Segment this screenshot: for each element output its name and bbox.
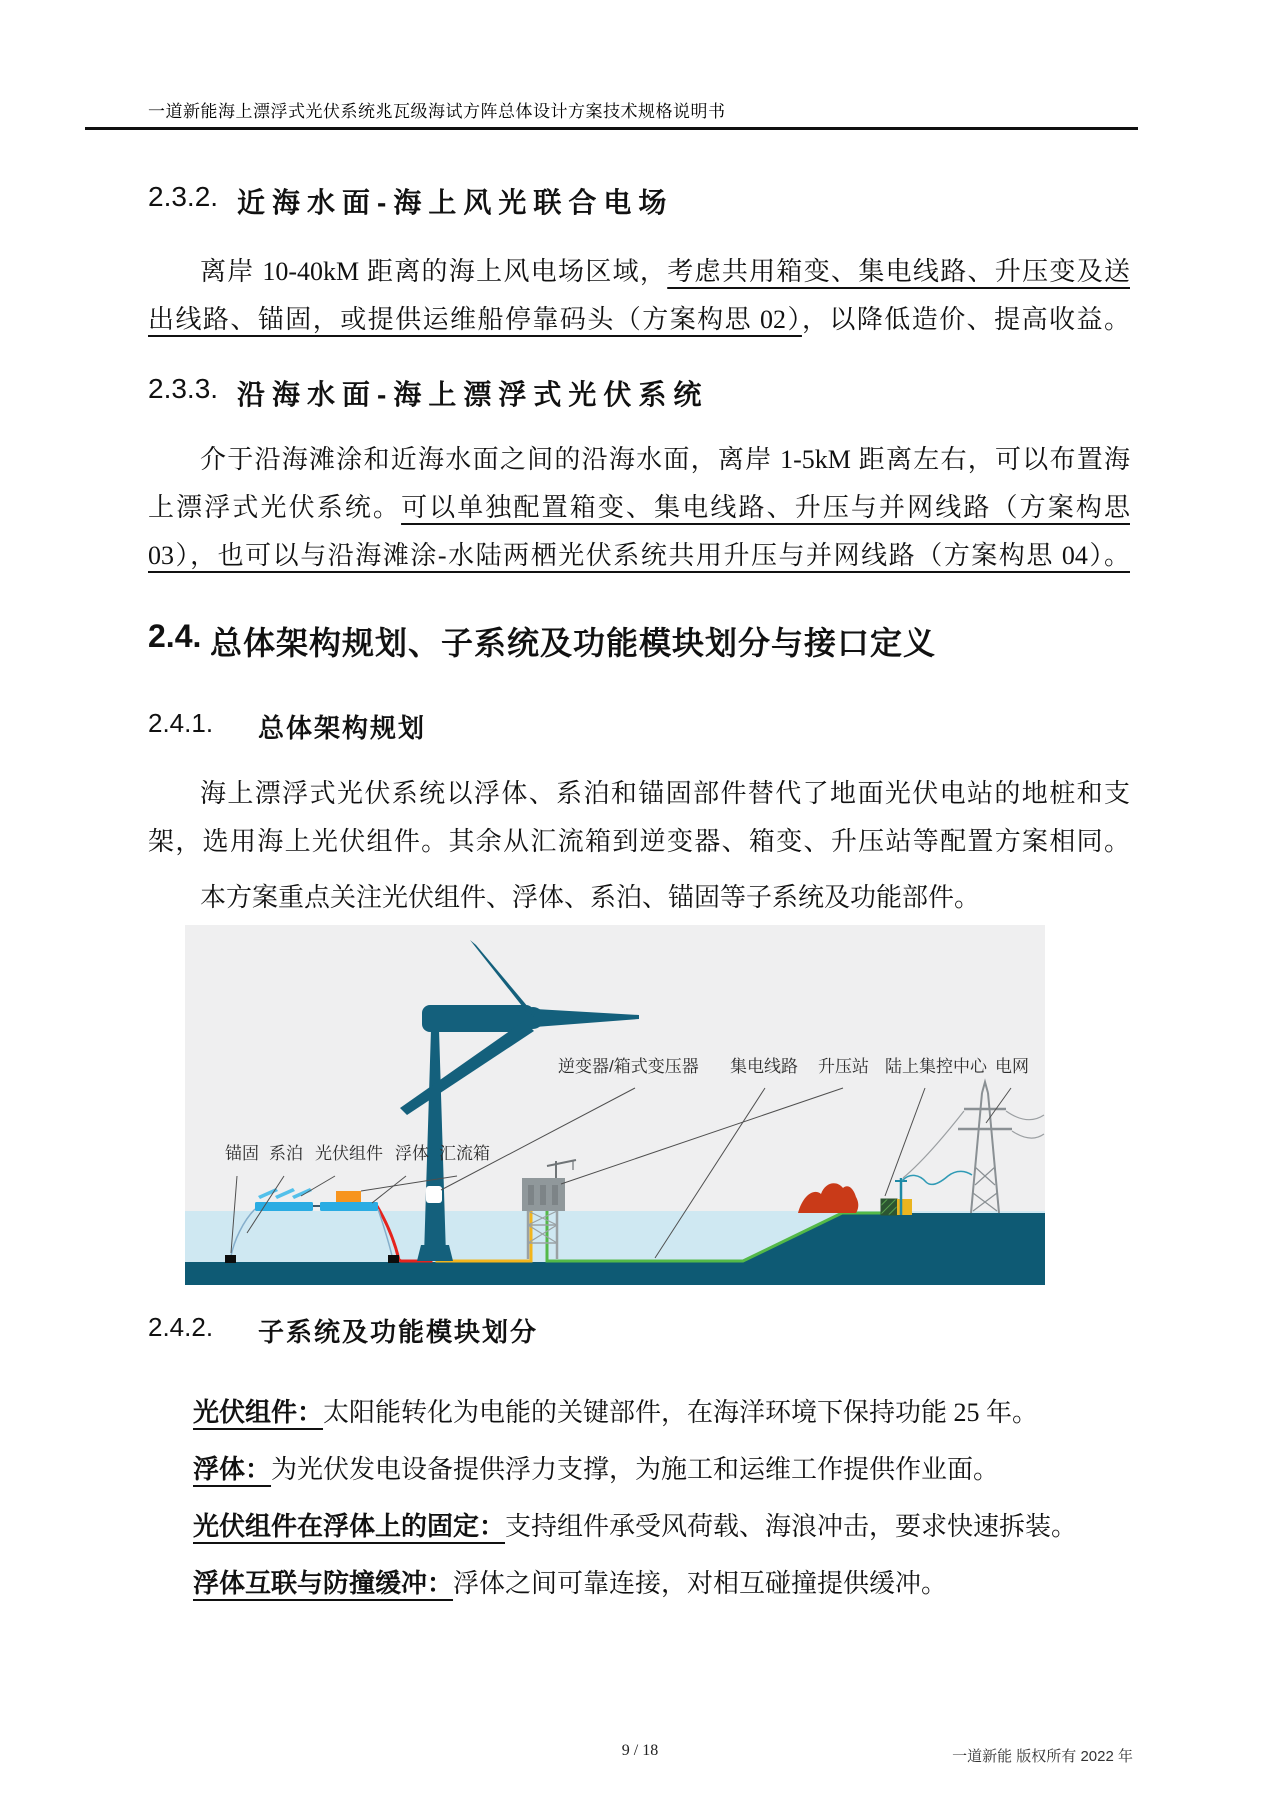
figure-label-mooring: 系泊 — [269, 1144, 303, 1163]
paragraph — [148, 436, 1130, 580]
underlined-text: 可以单独配置箱变、集电线路、升压与并网线路（方案构思 — [401, 493, 1130, 522]
page-header-title: 一道新能海上漂浮式光伏系统兆瓦级海试方阵总体设计方案技术规格说明书 — [148, 102, 726, 121]
section-number: 2.4.1. — [148, 708, 214, 738]
figure-label-onshore-control: 陆上集控中心 — [885, 1057, 987, 1076]
section-number: 2.3.2. — [148, 181, 219, 212]
grid-wire — [903, 1111, 964, 1178]
grid-wire — [1012, 1131, 1044, 1138]
text-line — [193, 1389, 1130, 1437]
figure-label-combiner-box: 汇流箱 — [439, 1144, 490, 1163]
figure-label-anchor: 锚固 — [225, 1144, 259, 1163]
text-segment: 介于沿海滩涂和近海水面之间的沿海水面，离岸 1-5kM 距离左右，可以布置海 — [200, 445, 1130, 474]
figure-label-pv-module: 光伏组件 — [315, 1144, 383, 1163]
anchor-block — [388, 1255, 399, 1263]
section-heading-2-3-2 — [148, 181, 673, 221]
transmission-tower-icon — [903, 1082, 1044, 1213]
text-line — [193, 1503, 1130, 1551]
text-line — [148, 818, 1130, 866]
paragraph — [148, 874, 1130, 922]
section-heading-2-4-1 — [148, 708, 426, 745]
anchor-block — [225, 1255, 236, 1263]
inverter-box — [426, 1186, 442, 1203]
section-number: 2.4. — [148, 618, 202, 654]
paragraph — [148, 770, 1130, 866]
section-title: 子系统及功能模块划分 — [258, 1317, 539, 1347]
onshore-substation-box — [897, 1199, 912, 1215]
text-line — [148, 248, 1130, 296]
turbine-blade — [535, 1009, 639, 1027]
text-segment: 上漂浮式光伏系统。 — [148, 493, 402, 522]
figure-label-inverter-transformer: 逆变器/箱式变压器 — [558, 1057, 699, 1076]
float-body — [320, 1202, 378, 1211]
underlined-text: 考虑共用箱变、集电线路、升压变及送 — [667, 257, 1130, 286]
section-title: 近海水面-海上风光联合电场 — [237, 187, 674, 218]
text-line — [148, 484, 1130, 532]
section-number: 2.3.3. — [148, 373, 219, 404]
copyright-notice: 一道新能 版权所有 2022 年 — [952, 1748, 1133, 1765]
shore-rocks — [798, 1183, 858, 1213]
text-segment: 本方案重点关注光伏组件、浮体、系泊、锚固等子系统及功能部件。 — [200, 883, 981, 912]
definition-pv-fixing — [193, 1503, 1130, 1551]
section-title: 总体架构规划、子系统及功能模块划分与接口定义 — [210, 625, 937, 661]
distribution-wire — [902, 1171, 972, 1184]
onshore-control-center — [881, 1199, 897, 1215]
figure-label-grid: 电网 — [995, 1057, 1029, 1076]
text-segment: 海上漂浮式光伏系统以浮体、系泊和锚固部件替代了地面光伏电站的地桩和支 — [200, 779, 1130, 808]
section-number: 2.4.2. — [148, 1312, 214, 1342]
section-heading-2-3-3 — [148, 373, 708, 413]
section-heading-2-4-2 — [148, 1312, 538, 1349]
underlined-text: 浮体： — [193, 1455, 272, 1484]
text-line — [148, 296, 1130, 344]
underlined-text: 光伏组件： — [193, 1398, 324, 1427]
underlined-text: 03），也可以与沿海滩涂-水陆两栖光伏系统共用升压与并网线路（方案构思 04）。 — [148, 541, 1130, 570]
underlined-text: 出线路、锚固，或提供运维船停靠码头（方案构思 02） — [148, 305, 802, 334]
turbine-blade — [400, 1021, 534, 1115]
text-line — [193, 1560, 1130, 1608]
underlined-text: 浮体互联与防撞缓冲： — [193, 1569, 454, 1598]
text-line — [148, 436, 1130, 484]
figure-art — [185, 925, 1045, 1285]
figure-label-booster-station: 升压站 — [818, 1057, 869, 1076]
platform-crane — [547, 1160, 576, 1178]
text-line — [148, 874, 1130, 922]
underlined-text: 光伏组件在浮体上的固定： — [193, 1512, 506, 1541]
paragraph — [148, 248, 1130, 344]
section-title: 总体架构规划 — [258, 713, 427, 743]
section-heading-2-4 — [148, 618, 936, 664]
text-segment: 支持组件承受风荷载、海浪冲击，要求快速拆装。 — [505, 1512, 1078, 1541]
figure-label-float: 浮体 — [395, 1144, 429, 1163]
pv-panel — [292, 1188, 312, 1199]
section-title: 沿海水面-海上漂浮式光伏系统 — [237, 379, 709, 410]
figure-label-collector-line: 集电线路 — [730, 1057, 798, 1076]
page-number: 9 / 18 — [621, 1742, 659, 1759]
pv-panel — [275, 1188, 295, 1199]
text-segment: 架，选用海上光伏组件。其余从汇流箱到逆变器、箱变、升压站等配置方案相同。 — [148, 827, 1130, 856]
text-segment: 浮体之间可靠连接，对相互碰撞提供缓冲。 — [453, 1569, 948, 1598]
text-line — [148, 770, 1130, 818]
text-line — [193, 1446, 1130, 1494]
text-segment: 太阳能转化为电能的关键部件，在海洋环境下保持功能 25 年。 — [323, 1398, 1039, 1427]
definition-pv-module — [193, 1389, 1130, 1437]
text-segment: 为光伏发电设备提供浮力支撑，为施工和运维工作提供作业面。 — [271, 1455, 1000, 1484]
system-architecture-figure — [185, 925, 1045, 1285]
header-rule — [85, 127, 1138, 130]
grid-wire — [1006, 1111, 1044, 1120]
definition-float-interconnect — [193, 1560, 1130, 1608]
text-segment: ，以降低造价、提高收益。 — [801, 305, 1130, 334]
text-segment: 离岸 10-40kM 距离的海上风电场区域， — [200, 257, 668, 286]
text-line — [148, 532, 1130, 580]
combiner-box — [336, 1191, 361, 1202]
definition-float — [193, 1446, 1130, 1494]
